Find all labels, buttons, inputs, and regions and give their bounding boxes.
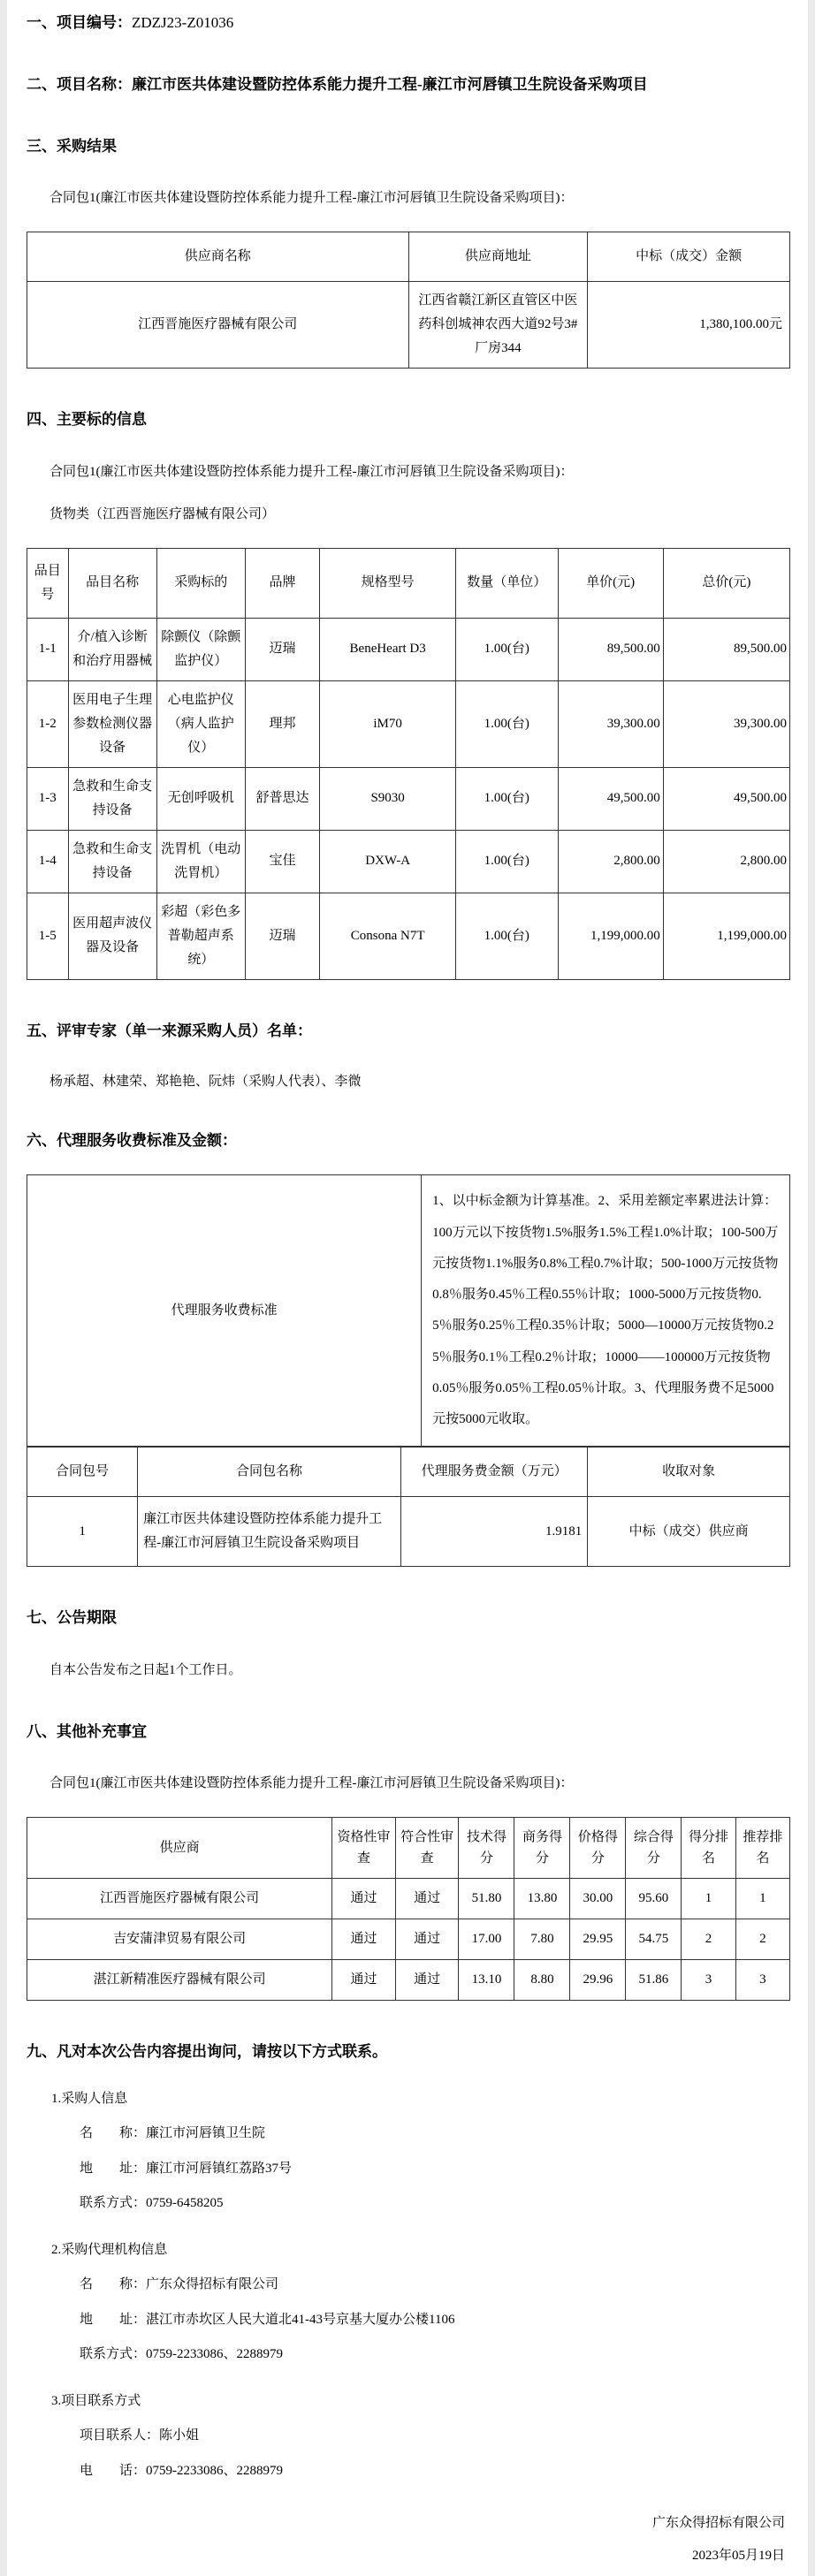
score-qualification-cell: 通过 [332, 1919, 396, 1959]
result-header-address: 供应商地址 [408, 232, 588, 281]
fee-header-fee-amount: 代理服务费金额（万元） [400, 1448, 587, 1497]
fee-amount-row [27, 1497, 790, 1567]
fee-charged-party-cell: 中标（成交）供应商 [588, 1497, 790, 1567]
agency-phone-line: 联系方式：0759-2233086、2288979 [80, 2347, 283, 2362]
score-price-cell: 29.96 [570, 1959, 626, 2000]
result-header-amount: 中标（成交）金额 [588, 232, 790, 281]
score-business-cell: 13.80 [514, 1878, 570, 1919]
item-unit-price-cell: 1,199,000.00 [558, 893, 663, 979]
section-supplement-heading: 八、其他补充事宜 [27, 1722, 147, 1740]
fee-amount-cell: 1.9181 [400, 1497, 587, 1567]
score-table-header-row [27, 1817, 790, 1878]
items-header-subject: 采购标的 [156, 548, 245, 618]
section-project-name: 二、项目名称：廉江市医共体建设暨防控体系能力提升工程-廉江市河唇镇卫生院设备采购项目 [27, 75, 648, 93]
score-total-cell: 95.60 [626, 1878, 682, 1919]
score-supplier-cell: 吉安蒲津贸易有限公司 [27, 1919, 332, 1959]
section-procurement-result-heading: 三、采购结果 [27, 137, 117, 155]
item-subject-cell: 心电监护仪（病人监护仪） [156, 680, 245, 767]
fee-standard-label-cell: 代理服务收费标准 [27, 1175, 422, 1447]
result-package-line: 合同包1(廉江市医共体建设暨防控体系能力提升工程-廉江市河唇镇卫生院设备采购项目)： [50, 191, 574, 206]
item-unit-price-cell: 39,300.00 [558, 680, 663, 767]
procurement-result-notice-page [7, 0, 808, 2576]
score-rank-cell: 1 [682, 1878, 735, 1919]
purchaser-info-title: 1.采购人信息 [51, 2091, 128, 2106]
score-supplier-cell: 江西晋施医疗器械有限公司 [27, 1878, 332, 1919]
score-header-qualification-review: 资格性审查 [332, 1817, 396, 1878]
item-quantity-cell: 1.00(台) [455, 680, 558, 767]
item-name-cell: 急救和生命支持设备 [68, 767, 156, 830]
item-brand-cell: 宝佳 [245, 830, 320, 893]
supplier-name-cell: 江西晋施医疗器械有限公司 [27, 281, 409, 368]
experts-names: 杨承超、林建荣、郑艳艳、阮炜（采购人代表）、李微 [50, 1075, 362, 1090]
fee-standard-text-cell: 1、以中标金额为计算基准。2、采用差额定率累进法计算：100万元以下按货物1.5%服务1.5%工程1.0%计取；100-500万元按货物1.1%服务0.8%工程0.7%计取；500-1000万元按货物0.8％服务0.45％工程0.55％计取；1000-5000万元按货物0.5％服务0.25％工程0.35％计取；5000—10000万元按货物0.25％服务0.1％工程0.2％计取；10000——100000万元按货物0.05％服务0.05％工程0.05％计取。3、代理服务费不足5000元按5000元收取。 [422, 1175, 790, 1447]
score-rank-cell: 3 [682, 1959, 735, 2000]
items-header-item-no: 品目号 [27, 548, 69, 618]
items-table-row [27, 830, 790, 893]
result-header-supplier: 供应商名称 [27, 232, 409, 281]
result-table-header-row [27, 232, 790, 281]
score-business-cell: 7.80 [514, 1919, 570, 1959]
item-no-cell: 1-1 [27, 618, 69, 680]
item-brand-cell: 舒普思达 [245, 767, 320, 830]
fee-package-name-cell: 廉江市医共体建设暨防控体系能力提升工程-廉江市河唇镇卫生院设备采购项目 [138, 1497, 401, 1567]
subject-category-line: 货物类（江西晋施医疗器械有限公司） [50, 507, 276, 522]
fee-standard-row [27, 1175, 790, 1447]
result-table-row [27, 281, 790, 368]
project-contact-phone-line: 电 话：0759-2233086、2288979 [80, 2463, 283, 2478]
purchaser-address-line: 地 址：廉江市河唇镇红荔路37号 [80, 2161, 293, 2176]
fee-package-no-cell: 1 [27, 1497, 138, 1567]
fee-amount-header-row [27, 1448, 790, 1497]
items-table-row [27, 618, 790, 680]
signature-company: 广东众得招标有限公司 [651, 2516, 785, 2531]
fee-header-package-no: 合同包号 [27, 1448, 138, 1497]
item-total-price-cell: 2,800.00 [663, 830, 789, 893]
items-table [27, 548, 790, 980]
section-agency-fee-heading: 六、代理服务收费标准及金额： [27, 1132, 237, 1150]
item-subject-cell: 洗胃机（电动洗胃机） [156, 830, 245, 893]
score-qualification-cell: 通过 [332, 1959, 396, 2000]
items-table-row [27, 893, 790, 979]
fee-amount-table [27, 1447, 790, 1567]
score-price-cell: 29.95 [570, 1919, 626, 1959]
agency-name-line: 名 称：广东众得招标有限公司 [80, 2277, 279, 2292]
items-table-header-row [27, 548, 790, 618]
items-table-row [27, 680, 790, 767]
recommend-rank-cell: 1 [735, 1878, 789, 1919]
item-unit-price-cell: 49,500.00 [558, 767, 663, 830]
score-header-score-rank: 得分排名 [682, 1817, 735, 1878]
signature-date: 2023年05月19日 [691, 2549, 785, 2564]
score-table-row [27, 1959, 790, 2000]
score-supplier-cell: 湛江新精准医疗器械有限公司 [27, 1959, 332, 2000]
project-contact-person-line: 项目联系人：陈小姐 [80, 2428, 200, 2443]
fee-header-package-name: 合同包名称 [138, 1448, 401, 1497]
item-no-cell: 1-2 [27, 680, 69, 767]
award-amount-cell: 1,380,100.00元 [588, 281, 790, 368]
item-unit-price-cell: 2,800.00 [558, 830, 663, 893]
item-no-cell: 1-3 [27, 767, 69, 830]
project-number-value: ZDZJ23-Z01036 [132, 14, 234, 31]
recommend-rank-cell: 3 [735, 1959, 789, 2000]
project-contact-title: 3.项目联系方式 [51, 2393, 141, 2408]
item-quantity-cell: 1.00(台) [455, 830, 558, 893]
items-header-quantity: 数量（单位） [455, 548, 558, 618]
supplement-package-line: 合同包1(廉江市医共体建设暨防控体系能力提升工程-廉江市河唇镇卫生院设备采购项目)： [50, 1776, 574, 1791]
item-brand-cell: 理邦 [245, 680, 320, 767]
item-total-price-cell: 1,199,000.00 [663, 893, 789, 979]
item-brand-cell: 迈瑞 [245, 893, 320, 979]
purchaser-phone-line: 联系方式：0759-6458205 [80, 2196, 224, 2211]
item-name-cell: 医用超声波仪器及设备 [68, 893, 156, 979]
score-header-total-score: 综合得分 [626, 1817, 682, 1878]
section-project-number [27, 12, 790, 34]
score-header-business-score: 商务得分 [514, 1817, 570, 1878]
section-experts-heading: 五、评审专家（单一来源采购人员）名单： [27, 1022, 312, 1039]
item-quantity-cell: 1.00(台) [455, 618, 558, 680]
items-table-row [27, 767, 790, 830]
item-model-cell: DXW-A [320, 830, 456, 893]
section-subject-info-heading: 四、主要标的信息 [27, 410, 147, 428]
score-conformity-cell: 通过 [395, 1919, 459, 1959]
item-model-cell: BeneHeart D3 [320, 618, 456, 680]
score-header-supplier: 供应商 [27, 1817, 332, 1878]
item-unit-price-cell: 89,500.00 [558, 618, 663, 680]
items-header-item-name: 品目名称 [68, 548, 156, 618]
score-header-recommend-rank: 推荐排名 [735, 1817, 789, 1878]
item-model-cell: iM70 [320, 680, 456, 767]
score-total-cell: 54.75 [626, 1919, 682, 1959]
item-brand-cell: 迈瑞 [245, 618, 320, 680]
score-technical-cell: 13.10 [459, 1959, 514, 2000]
section-notice-period-heading: 七、公告期限 [27, 1609, 117, 1627]
score-rank-cell: 2 [682, 1919, 735, 1959]
item-name-cell: 介/植入诊断和治疗用器械 [68, 618, 156, 680]
item-total-price-cell: 39,300.00 [663, 680, 789, 767]
agency-address-line: 地 址：湛江市赤坎区人民大道北41-43号京基大厦办公楼1106 [80, 2312, 455, 2327]
items-header-total-price: 总价(元) [663, 548, 789, 618]
score-business-cell: 8.80 [514, 1959, 570, 2000]
supplier-address-cell: 江西省赣江新区直管区中医药科创城神农西大道92号3#厂房344 [408, 281, 588, 368]
score-table-row [27, 1919, 790, 1959]
section-contact-heading: 九、凡对本次公告内容提出询问，请按以下方式联系。 [27, 2042, 387, 2060]
result-table [27, 232, 790, 369]
score-header-technical-score: 技术得分 [459, 1817, 514, 1878]
score-technical-cell: 51.80 [459, 1878, 514, 1919]
item-total-price-cell: 49,500.00 [663, 767, 789, 830]
item-total-price-cell: 89,500.00 [663, 618, 789, 680]
item-model-cell: Consona N7T [320, 893, 456, 979]
agency-info-title: 2.采购代理机构信息 [51, 2242, 168, 2257]
score-table [27, 1817, 790, 2001]
item-name-cell: 急救和生命支持设备 [68, 830, 156, 893]
item-quantity-cell: 1.00(台) [455, 767, 558, 830]
items-header-model: 规格型号 [320, 548, 456, 618]
project-number-label: 一、项目编号： [27, 14, 132, 31]
item-quantity-cell: 1.00(台) [455, 893, 558, 979]
recommend-rank-cell: 2 [735, 1919, 789, 1959]
items-header-unit-price: 单价(元) [558, 548, 663, 618]
item-subject-cell: 除颤仪（除颤监护仪） [156, 618, 245, 680]
item-no-cell: 1-4 [27, 830, 69, 893]
score-total-cell: 51.86 [626, 1959, 682, 2000]
item-subject-cell: 无创呼吸机 [156, 767, 245, 830]
item-model-cell: S9030 [320, 767, 456, 830]
fee-standard-table [27, 1174, 790, 1447]
purchaser-name-line: 名 称：廉江市河唇镇卫生院 [80, 2126, 266, 2141]
score-qualification-cell: 通过 [332, 1878, 396, 1919]
score-header-price-score: 价格得分 [570, 1817, 626, 1878]
score-header-conformity-review: 符合性审查 [395, 1817, 459, 1878]
subject-package-line: 合同包1(廉江市医共体建设暨防控体系能力提升工程-廉江市河唇镇卫生院设备采购项目)： [50, 464, 574, 479]
fee-header-charged-party: 收取对象 [588, 1448, 790, 1497]
item-no-cell: 1-5 [27, 893, 69, 979]
items-header-brand: 品牌 [245, 548, 320, 618]
score-table-row [27, 1878, 790, 1919]
item-subject-cell: 彩超（彩色多普勒超声系统） [156, 893, 245, 979]
score-conformity-cell: 通过 [395, 1959, 459, 2000]
score-conformity-cell: 通过 [395, 1878, 459, 1919]
score-technical-cell: 17.00 [459, 1919, 514, 1959]
item-name-cell: 医用电子生理参数检测仪器设备 [68, 680, 156, 767]
notice-period-text: 自本公告发布之日起1个工作日。 [50, 1663, 242, 1678]
score-price-cell: 30.00 [570, 1878, 626, 1919]
